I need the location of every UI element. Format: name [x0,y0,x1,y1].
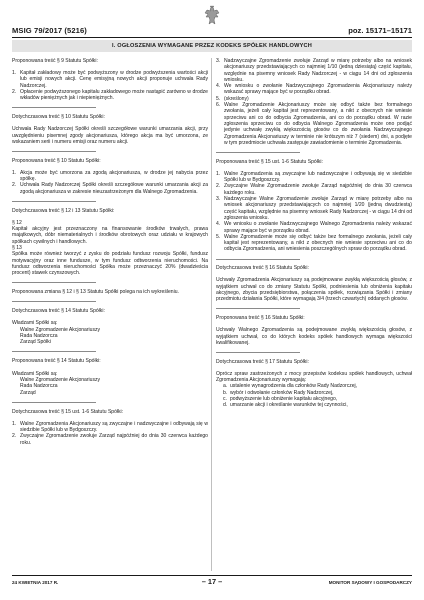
list-item: Zarząd [20,389,36,396]
right-s4-heading: Dotychczasowa treść § 17 Statutu Spółki: [216,358,309,365]
right-s4-text: Oprócz spraw zastrzeżonych z mocy przepisów kodeksu spółek handlowych, uchwał Zgromadzenia Akcjonariuszy wymagają: [216,370,412,384]
list-item: d. umarzanie akcji i określanie warunków tej czynności, [223,402,348,409]
list-item: Zarząd Spółki [20,339,51,346]
para-13-label: § 13 [12,244,22,251]
list-item: 1. Walne Zgromadzenia Akcjonariuszy są zwyczajne i nadzwyczajne i odbywają się w siedzibie Spółki lub w Bydgoszczy. [12,420,208,434]
list-item: Walne Zgromadzenie Akcjonariuszy [20,377,101,384]
right-s4-list [216,383,412,408]
issue-number: MSIG 79/2017 (5216) [12,26,87,35]
list-item: 4. We wniosku o zwołanie Nadzwyczajnego Zgromadzenia Akcjonariuszy należy wskazać sprawy mające być w porządku obrad. [216,83,412,96]
separator [12,201,96,202]
separator [12,351,96,352]
left-s2-text: Uchwała Rady Nadzorczej Spółki określi szczegółowe warunki umarzania akcji, przy uwzględnieniu pisemnej zgody akcjonariusza, którego akcja ma być umorzona, ze wskazaniem serii i numeru emisji oraz numeru akcji. [12,126,208,145]
separator [216,259,300,260]
para-13-text: Spółka może również tworzyć z zysku do podziału fundusz rozwoju Spółki, fundusz motywacyjny oraz inne fundusze, w tym fundusz odtworzenia nieruchomości. Na fundusz odtworzenia nieruchomości Spółka może przeznaczyć 20% (dwadzieścia procent) stawek czynszowych. [12,251,208,277]
footer-publisher: MONITOR SĄDOWY I GOSPODARCZY [328,580,412,585]
list-item: c. podwyższenie lub obniżenie kapitału akcyjnego, [223,396,338,403]
eagle-emblem-icon [203,5,221,27]
list-item: 4. We wniosku o zwołanie Nadzwyczajnego Walnego Zgromadzenia należy wskazać sprawy mające być w porządku obrad. [216,221,412,234]
page-number: – 17 – [201,577,223,586]
separator [12,107,96,108]
left-s2-heading: Dotychczasowa treść § 10 Statutu Spółki: [12,114,105,121]
footer-rule [12,575,412,576]
list-item: Walne Zgromadzenie Akcjonariuszy [20,326,101,333]
left-s7-lead: Władzami Spółki są: [12,370,58,377]
left-s6-heading: Dotychczasowa treść § 14 Statutu Spółki: [12,307,105,314]
left-s1-list [12,70,208,101]
list-item: Rada Nadzorcza [20,383,58,390]
list-item: 3. Nadzwyczajne Walne Zgromadzenie zwołuje Zarząd w miarę potrzeby albo na wniosek akcjonariuszy przedstawiających co najmniej 1/20 (jedną dwudziestą) część kapitału, względnie na pisemny wniosek Rady Nadzorczej - w ciągu 14 dni od zgłoszenia wniosku. [216,196,412,221]
para-12-text: Kapitał akcyjny jest przeznaczony na finansowanie środków trwałych, prawa majątkowych, dóbr niematerialnych i środków obrotowych oraz udziału w krajowych spółkach cywilnych i handlowych. [12,226,208,245]
right-s3-heading: Proponowana treść § 16 Statutu Spółki: [216,315,305,322]
list-item: 2. Opłacenie podwyższonego kapitału zakładowego może nastąpić zarówno w drodze wkładów pieniężnych jak i niepieniężnych. [12,88,208,102]
right-s1-list [216,171,412,253]
separator [216,352,300,353]
left-s4-heading: Dotychczasowa treść § 12 i 13 Statutu Spółki: [12,207,115,214]
left-s7-heading: Proponowana treść § 14 Statutu Spółki: [12,358,101,365]
list-item: b. wybór i odwołanie członków Rady Nadzorczej, [223,389,334,396]
list-item: 3. Nadzwyczajne Zgromadzenie zwołuje Zarząd w miarę potrzeby albo na wniosek akcjonariuszy przedstawiających co najmniej 1/10 (jedną dziesiątą) część kapitału, względnie na pisemny wniosek Rady Nadzorczej - w ciągu 14 dni od zgłoszenia wniosku. [216,58,412,83]
right-s1-heading: Proponowana treść § 15 ust. 1-6 Statutu Spółki: [216,158,323,165]
header-rule [12,37,412,38]
right-s3-text: Uchwały Walnego Zgromadzenia są podejmowane zwykłą większością głosów, z wyjątkiem uchwał, co do których kodeks spółek handlowych wymaga większości kwalifikowanej. [216,327,412,346]
position-number: poz. 15171–15171 [348,26,412,35]
right-s2-text: Uchwały Zgromadzenia Akcjonariuszy są podejmowane zwykłą większością głosów, z wyjątkiem uchwał co do zmiany Statutu Spółki, podniesienia lub obniżenia kapitału akcyjnego, zbycia przedsiębiorstwa, połączenia spółek, rozwiązania Spółki i zmiany przedmiotu działania Spółki, które wymagają 3/4 (trzech czwartych) oddanych głosów. [216,277,412,303]
right-list-continued [216,58,412,146]
left-s1-heading: Proponowana treść § 9 Statutu Spółki: [12,58,98,64]
left-s8-heading: Dotychczasowa treść § 15 ust. 1-6 Statutu Spółki: [12,408,124,415]
list-item: 1. Walne Zgromadzenia są zwyczajne lub nadzwyczajne i odbywają się w siedzibie Spółki lub w Bydgoszczy. [216,170,412,184]
left-s6-lead: Władzami Spółki są: [12,320,58,327]
left-s5-text: Proponowana zmiana § 12 i § 13 Statutu Spółki polega na ich wykreśleniu. [12,288,179,295]
right-column [216,58,412,571]
column-separator [211,58,212,571]
list-item: 6. Walne Zgromadzenie Akcjonariuszy może się odbyć także bez formalnego zwołania, jeżeli cały kapitał jest reprezentowany, a nikt z obecnych nie wniesie sprzeciwu ani co do odbycia Zgromadzenia, ani co do porządku obrad. W razie zgłoszenia sprzeciwu co do odbycia Walnego Zgromadzenia może ono podjąć jedynie uchwałę zwykłą większością głosów co do zwołania Nadzwyczajnego Zgromadzenia Akcjonariuszy w terminie nie krótszym niż 7 (siedem) dni, a podjęte w tym przedmiocie uchwała zastępuje zawiadomienie o terminie Zgromadzenia. [216,102,412,146]
separator [216,152,300,153]
list-item: 5. (skreślony) [216,95,249,102]
section-title: I. OGŁOSZENIA WYMAGANE PRZEZ KODEKS SPÓŁEK HANDLOWYCH [12,40,412,52]
separator [12,151,96,152]
list-item: 1. Kapitał zakładowy może być podwyższony w drodze podwyższenia wartości akcji lub emisji nowych akcji. Cenę emisyjną nowych akcji proponuje uchwała Rady Nadzorczej. [12,70,208,89]
separator [12,402,96,403]
separator [216,308,300,309]
left-column [12,58,208,571]
list-item: 2. Zwyczajne Walne Zgromadzenie zwołuje Zarząd najpóźniej do dnia 30 czerwca każdego roku. [216,183,412,196]
list-item: 1. Akcja może być umorzona za zgodą akcjonariusza, w drodze jej nabycia przez spółkę. [12,169,208,183]
list-item: 2. Uchwała Rady Nadzorczej Spółki określi szczegółowe warunki umarzania akcji za zgodą akcjonariusza w zakresie nieuzastrzeżonym dla Walnego Zgromadzenia. [12,182,208,195]
right-s2-heading: Dotychczasowa treść § 16 Statutu Spółki: [216,265,309,272]
list-item: 2. Zwyczajne Zgromadzenie zwołuje Zarząd najpóźniej do dnia 30 czerwca każdego roku. [12,433,208,446]
separator [12,282,96,283]
left-s3-heading: Proponowana treść § 10 Statutu Spółki: [12,157,101,164]
list-item: 5. Walne Zgromadzenie może się odbyć także bez formalnego zwołania, jeżeli cały kapitał jest reprezentowany, a nikt z obecnych nie wniesie sprzeciwu ani co do odbycia Zgromadzenia, ani wniesienia poszczególnych spraw do porządku obrad. [216,233,412,253]
list-item: a. ustalenie wynagrodzenia dla członków Rady Nadzorczej, [223,383,358,390]
footer-date: 24 KWIETNIA 2017 R. [12,580,59,585]
list-item: Rada Nadzorcza [20,333,58,340]
left-s3-list [12,170,208,195]
para-12-label: § 12 [12,219,22,226]
separator [12,301,96,302]
left-s8-list [12,421,208,446]
